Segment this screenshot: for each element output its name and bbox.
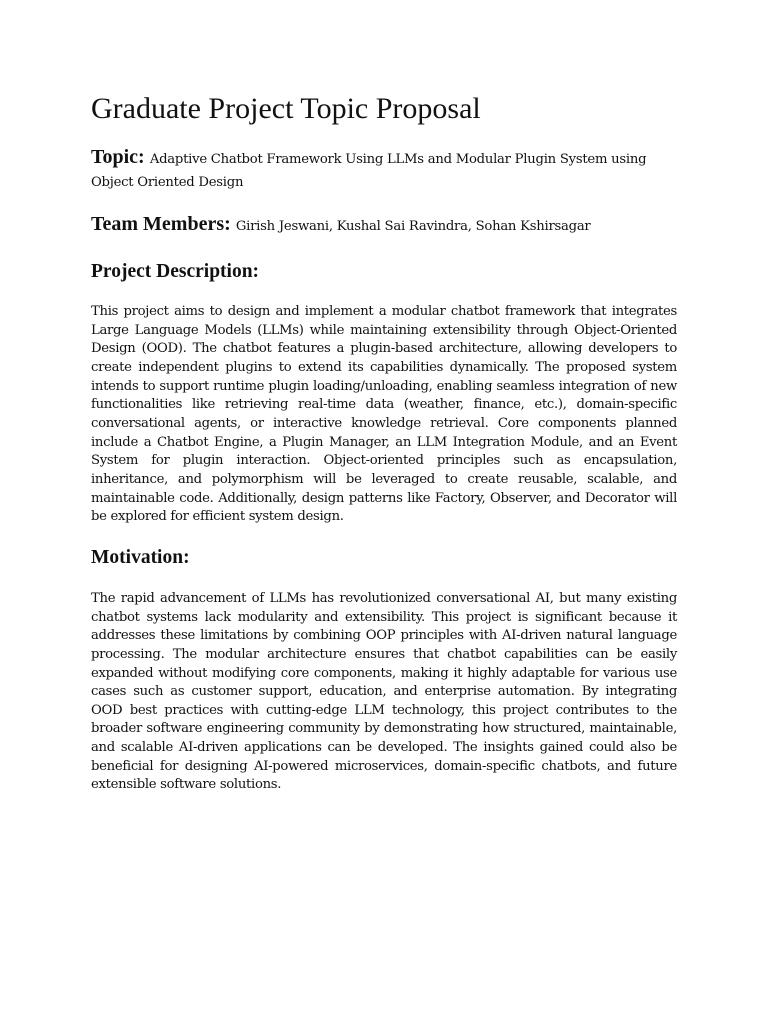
project-description-heading: Project Description: [91, 261, 260, 282]
topic-line [91, 147, 677, 193]
topic-label: Topic: [91, 146, 145, 168]
team-members-line [91, 213, 677, 238]
motivation-heading: Motivation: [91, 546, 190, 568]
team-members-label: Team Members: [91, 213, 231, 235]
document-page [91, 90, 677, 795]
project-description-text: This project aims to design and implement a modular chatbot framework that integrates Large Language Models (LLMs) while maintaining extensibility through Object-Oriented Design (OOD). The chatbot features a plugin-based architecture, allowing developers to create independent plugins to extend its capabilities dynamically. The proposed system intends to support runtime plugin loading/unloading, enabling seamless integration of new functionalities like retrieving real-time data (weather, finance, etc.), domain-specific conversational agents, or interactive knowledge retrieval. Core components planned include a Chatbot Engine, a Plugin Manager, an LLM Integration Module, and an Event System for plugin interaction. Object-oriented principles such as encapsulation, inheritance, and polymorphism will be leveraged to create reusable, scalable, and maintainable code. Additionally, design patterns like Factory, Observer, and Decorator will be explored for efficient system design. [91, 304, 677, 525]
team-members-value: Girish Jeswani, Kushal Sai Ravindra, Sohan Kshirsagar [235, 219, 591, 234]
topic-value: Adaptive Chatbot Framework Using LLMs and Modular Plugin System using Object Oriented Design [91, 152, 647, 190]
document-title: Graduate Project Topic Proposal [91, 92, 481, 125]
motivation-text: The rapid advancement of LLMs has revolutionized conversational AI, but many existing chatbot systems lack modularity and extensibility. This project is significant because it addresses these limitations by combining OOP principles with AI-driven natural language processing. The modular architecture ensures that chatbot capabilities can be easily expanded without modifying core components, making it highly adaptable for various use cases such as customer support, education, and enterprise automation. By integrating OOD best practices with cutting-edge LLM technology, this project contributes to the broader software engineering community by demonstrating how structured, maintainable, and scalable AI-driven applications can be developed. The insights gained could also be beneficial for designing AI-powered microservices, domain-specific chatbots, and future extensible software solutions. [91, 590, 677, 793]
